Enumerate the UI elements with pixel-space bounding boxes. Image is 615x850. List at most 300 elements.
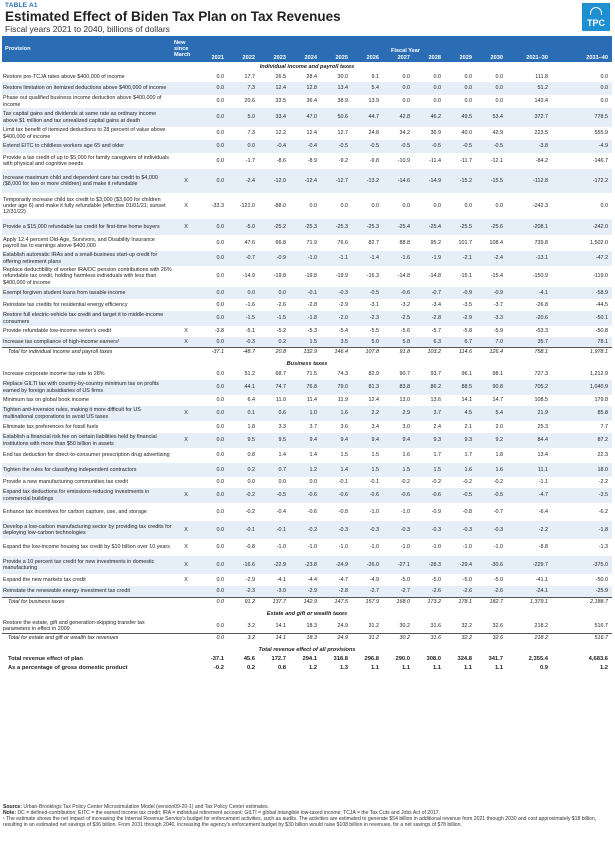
section-row bbox=[2, 62, 612, 72]
value-cell: -19.8 bbox=[273, 273, 286, 280]
value-cell: -15.5 bbox=[476, 169, 507, 193]
note-text: DC = defined-contribution; EITC = the earned income tax credit; IRA = individual retirement account; GILTI = global intangible low-taxed income; TCJA = the Tax Cuts and Jobs Act of 2017. bbox=[17, 810, 441, 817]
value-cell: 0.0 bbox=[216, 576, 224, 583]
value-cell: -1.0 bbox=[369, 544, 379, 551]
value-cell: 0.0 bbox=[383, 82, 414, 95]
value-cell: 2.2 bbox=[352, 406, 383, 421]
provision-label: Temporarily increase child tax credit to $3,000 ($3,600 for children under age 6) and make it fully refundable (effective 01/01/21; sunset 12/31/22) bbox=[3, 196, 166, 216]
value-cell: 21.9 bbox=[507, 406, 552, 421]
provision-label: Apply 12.4 percent Old-Age, Survivors, and Disability Insurance payroll tax to earnings above $400,000 bbox=[3, 236, 155, 249]
value-cell: -0.2 bbox=[214, 664, 224, 671]
value-cell: -0.5 bbox=[352, 140, 383, 153]
value-cell: -0.2 bbox=[400, 479, 410, 486]
value-cell: 30.2 bbox=[383, 633, 414, 642]
value-cell: -10.9 bbox=[397, 157, 410, 164]
value-cell: 1.0 bbox=[290, 406, 321, 421]
value-cell: 36.4 bbox=[306, 98, 317, 105]
value-cell: 0.0 bbox=[199, 337, 228, 347]
value-cell: -14.9 bbox=[242, 273, 255, 280]
value-cell: 0.8 bbox=[277, 664, 286, 671]
value-cell: -0.1 bbox=[369, 479, 379, 486]
value-cell: 2.1 bbox=[464, 423, 472, 430]
value-cell: -13.1 bbox=[507, 251, 552, 266]
value-cell: 1.1 bbox=[494, 664, 503, 671]
value-cell: -25.2 bbox=[259, 219, 290, 235]
value-cell: 1.7 bbox=[464, 452, 472, 459]
value-cell: -0.2 bbox=[493, 479, 503, 486]
new-flag: X bbox=[184, 202, 188, 209]
value-cell: 0.0 bbox=[199, 556, 228, 574]
value-cell: 372.7 bbox=[507, 108, 552, 127]
value-cell: 13.9 bbox=[368, 98, 379, 105]
section-row bbox=[2, 359, 612, 369]
new-flag: X bbox=[184, 544, 188, 551]
value-cell: 35.7 bbox=[507, 337, 552, 347]
value-cell: -8.9 bbox=[307, 157, 317, 164]
year-header: 2031–40 bbox=[552, 54, 612, 62]
new-flag: X bbox=[173, 169, 199, 193]
value-cell: -0.9 bbox=[259, 251, 290, 266]
value-cell: 157.9 bbox=[352, 597, 383, 606]
value-cell: -24.9 bbox=[321, 556, 352, 574]
value-cell: -25.6 bbox=[476, 219, 507, 235]
value-cell: -25.3 bbox=[290, 219, 321, 235]
value-cell: 0.0 bbox=[247, 479, 255, 486]
table-row bbox=[2, 503, 612, 521]
value-cell: -37.1 bbox=[210, 656, 224, 663]
value-cell: 705.2 bbox=[507, 380, 552, 395]
value-cell: 0.0 bbox=[433, 73, 441, 80]
value-cell: -0.8 bbox=[338, 508, 348, 515]
value-cell: 0.0 bbox=[309, 202, 317, 209]
value-cell: 1.5 bbox=[340, 452, 348, 459]
value-cell: -0.4 bbox=[276, 508, 286, 515]
new-flag: X bbox=[173, 406, 199, 421]
value-cell: 18.0 bbox=[552, 463, 612, 477]
value-cell: -5.0 bbox=[493, 576, 503, 583]
value-cell: 0.0 bbox=[600, 73, 609, 80]
value-cell: -2.9 bbox=[338, 301, 348, 308]
value-cell: -12.0 bbox=[259, 169, 290, 193]
value-cell: 0.0 bbox=[199, 633, 228, 642]
value-cell: -2.2 bbox=[598, 479, 609, 486]
value-cell: 44.1 bbox=[228, 380, 259, 395]
value-cell: -27.1 bbox=[383, 556, 414, 574]
value-cell: 7.3 bbox=[247, 130, 255, 137]
value-cell: 0.0 bbox=[495, 98, 503, 105]
note-label: Note: bbox=[3, 810, 17, 817]
value-cell: -2.7 bbox=[352, 586, 383, 597]
section-title: Total revenue effect of all provisions bbox=[258, 646, 356, 653]
value-cell: 0.0 bbox=[216, 397, 224, 404]
value-cell: 3.7 bbox=[414, 406, 445, 421]
value-cell: 81.3 bbox=[352, 380, 383, 395]
value-cell: -4.7 bbox=[507, 488, 552, 503]
value-cell: 42.8 bbox=[383, 108, 414, 127]
value-cell: 114.6 bbox=[445, 347, 476, 356]
value-cell: 24.8 bbox=[368, 130, 379, 137]
value-cell: -19.8 bbox=[304, 273, 317, 280]
value-cell: -112.8 bbox=[507, 169, 552, 193]
value-cell: -2.8 bbox=[414, 311, 445, 326]
value-cell: -121.0 bbox=[239, 202, 255, 209]
value-cell: 1.1 bbox=[370, 664, 379, 671]
value-cell: -30.6 bbox=[476, 556, 507, 574]
value-cell: 758.1 bbox=[507, 347, 552, 356]
value-cell: -242.0 bbox=[552, 219, 612, 235]
value-cell: 1.6 bbox=[476, 463, 507, 477]
new-flag bbox=[173, 477, 199, 488]
value-cell: -22.9 bbox=[259, 556, 290, 574]
value-cell: -88.0 bbox=[273, 202, 286, 209]
provision-label: Extend EITC to childless workers age 65 and older bbox=[2, 140, 173, 153]
value-cell: 1.6 bbox=[402, 452, 410, 459]
value-cell: 108.4 bbox=[489, 239, 503, 246]
value-cell: -5.0 bbox=[462, 576, 472, 583]
value-cell: -8.8 bbox=[538, 544, 548, 551]
value-cell: 108.5 bbox=[534, 397, 548, 404]
provision-label: Expand the low-income housing tax credit by $10 billion over 10 years bbox=[3, 544, 170, 551]
value-cell: -14.9 bbox=[414, 169, 445, 193]
value-cell: -4.9 bbox=[552, 140, 612, 153]
value-cell: 516.7 bbox=[552, 633, 612, 642]
value-cell: 0.0 bbox=[495, 73, 503, 80]
value-cell: -1.0 bbox=[400, 544, 410, 551]
new-flag: X bbox=[173, 556, 199, 574]
value-cell: 79.0 bbox=[321, 380, 352, 395]
value-cell: -2.9 bbox=[290, 586, 321, 597]
table-row bbox=[2, 488, 612, 503]
value-cell: -0.4 bbox=[259, 140, 290, 153]
value-cell: 0.0 bbox=[199, 521, 228, 539]
value-cell: 14.1 bbox=[259, 633, 290, 642]
value-cell: -5.8 bbox=[462, 328, 472, 335]
value-cell: 86.2 bbox=[414, 380, 445, 395]
value-cell: 1.1 bbox=[432, 664, 441, 671]
value-cell: -3.0 bbox=[259, 586, 290, 597]
value-cell: 87.2 bbox=[552, 433, 612, 448]
provision-header: Provision bbox=[2, 36, 173, 62]
value-cell: -15.2 bbox=[445, 169, 476, 193]
value-cell: -2.1 bbox=[445, 251, 476, 266]
value-cell: 179.8 bbox=[594, 397, 609, 404]
value-cell: 1.5 bbox=[290, 337, 321, 347]
value-cell: 0.0 bbox=[259, 287, 290, 299]
value-cell: 1,040.9 bbox=[552, 380, 612, 395]
table-row bbox=[2, 326, 612, 337]
value-cell: 12.8 bbox=[290, 82, 321, 95]
value-cell: 50.6 bbox=[321, 108, 352, 127]
value-cell: -2.9 bbox=[445, 311, 476, 326]
table-label: TABLE A1 bbox=[5, 2, 38, 9]
value-cell: -0.5 bbox=[414, 140, 445, 153]
value-cell: 0.0 bbox=[464, 73, 472, 80]
table-row bbox=[2, 337, 612, 347]
value-cell: -1.0 bbox=[493, 544, 503, 551]
value-cell: 0.0 bbox=[402, 73, 410, 80]
value-cell: 2.0 bbox=[495, 423, 503, 430]
value-cell: 12.4 bbox=[259, 82, 290, 95]
value-cell: 0.0 bbox=[199, 219, 228, 235]
value-cell: -1.6 bbox=[383, 251, 414, 266]
value-cell: 9.5 bbox=[228, 433, 259, 448]
value-cell: 5.0 bbox=[228, 108, 259, 127]
value-cell: 95.2 bbox=[430, 239, 441, 246]
value-cell: -14.8 bbox=[428, 273, 441, 280]
value-cell: 0.0 bbox=[476, 82, 507, 95]
value-cell: 218.2 bbox=[507, 633, 552, 642]
value-cell: 0.0 bbox=[464, 98, 472, 105]
table-row bbox=[2, 153, 612, 169]
value-cell: 223.5 bbox=[534, 130, 548, 137]
new-flag: X bbox=[173, 337, 199, 347]
value-cell: -0.6 bbox=[414, 488, 445, 503]
value-cell: 0.0 bbox=[216, 452, 224, 459]
provision-label: Enhance tax incentives for carbon capture, use, and storage bbox=[3, 508, 147, 515]
value-cell: 0.0 bbox=[199, 433, 228, 448]
value-cell: -5.0 bbox=[431, 576, 441, 583]
value-cell: -1.8 bbox=[552, 521, 612, 539]
value-cell: -33.3 bbox=[211, 202, 224, 209]
value-cell: 46.2 bbox=[414, 108, 445, 127]
value-cell: -1.0 bbox=[307, 544, 317, 551]
value-cell: -25.4 bbox=[414, 219, 445, 235]
value-cell: -0.5 bbox=[321, 140, 352, 153]
value-cell: -2.6 bbox=[476, 586, 507, 597]
value-cell: -1.9 bbox=[414, 251, 445, 266]
value-cell: -25.4 bbox=[383, 219, 414, 235]
value-cell: 5.8 bbox=[383, 337, 414, 347]
table-row bbox=[2, 586, 612, 597]
value-cell: -5.0 bbox=[228, 219, 259, 235]
value-cell: -11.7 bbox=[460, 157, 472, 164]
value-cell: 9.2 bbox=[476, 433, 507, 448]
value-cell: -23.8 bbox=[290, 556, 321, 574]
value-cell: -58.9 bbox=[552, 287, 612, 299]
value-cell: 85.8 bbox=[552, 406, 612, 421]
value-cell: -1.6 bbox=[245, 301, 255, 308]
table-row bbox=[2, 556, 612, 574]
provision-label: Phase out qualified business income deduction above $400,000 of income bbox=[3, 95, 162, 108]
value-cell: 9.4 bbox=[383, 433, 414, 448]
value-cell: 0.0 bbox=[216, 301, 224, 308]
value-cell: -0.3 bbox=[476, 521, 507, 539]
value-cell: -5.0 bbox=[400, 576, 410, 583]
value-cell: 20.6 bbox=[244, 98, 255, 105]
value-cell: 0.0 bbox=[199, 287, 228, 299]
value-cell: -2.6 bbox=[414, 586, 445, 597]
value-cell: 0.0 bbox=[199, 311, 228, 326]
value-cell: 1.8 bbox=[247, 423, 255, 430]
gdp-label: As a percentage of gross domestic product bbox=[8, 664, 128, 671]
new-flag bbox=[173, 619, 199, 633]
section-title: Individual income and payroll taxes bbox=[259, 63, 355, 70]
value-cell: 3.3 bbox=[278, 423, 286, 430]
provision-label: Restore pre-TCJA rates above $400,000 of income bbox=[3, 73, 125, 80]
value-cell: 71.5 bbox=[306, 371, 317, 378]
value-cell: 42.9 bbox=[492, 130, 503, 137]
value-cell: -0.7 bbox=[228, 251, 259, 266]
value-cell: -47.2 bbox=[552, 251, 612, 266]
provision-label: Reinstate the renewable energy investment tax credit bbox=[2, 586, 173, 597]
value-cell: -3.8 bbox=[507, 140, 552, 153]
value-cell: 47.6 bbox=[244, 239, 255, 246]
value-cell: 0.0 bbox=[199, 597, 228, 606]
header bbox=[5, 2, 545, 34]
value-cell: 1.2 bbox=[308, 664, 317, 671]
value-cell: -25.5 bbox=[445, 219, 476, 235]
total-row bbox=[2, 633, 612, 642]
table-row bbox=[2, 463, 612, 477]
value-cell: 1,212.9 bbox=[590, 371, 609, 378]
new-flag bbox=[173, 448, 199, 463]
new-flag bbox=[173, 153, 199, 169]
value-cell: 0.0 bbox=[199, 140, 228, 153]
value-cell: 5.4 bbox=[352, 82, 383, 95]
table-row bbox=[2, 127, 612, 140]
value-cell: 9.4 bbox=[321, 433, 352, 448]
value-cell: -150.9 bbox=[532, 273, 548, 280]
value-cell: 173.2 bbox=[414, 597, 445, 606]
value-cell: 0.0 bbox=[199, 169, 228, 193]
value-cell: 45.6 bbox=[243, 656, 255, 663]
value-cell: 2.9 bbox=[383, 406, 414, 421]
value-cell: 1.8 bbox=[495, 452, 503, 459]
value-cell: -0.5 bbox=[445, 488, 476, 503]
value-cell: 0.0 bbox=[552, 82, 612, 95]
value-cell: -0.2 bbox=[228, 488, 259, 503]
value-cell: -0.1 bbox=[228, 521, 259, 539]
value-cell: -12.4 bbox=[290, 169, 321, 193]
value-cell: 9.5 bbox=[259, 433, 290, 448]
value-cell: 0.0 bbox=[371, 202, 379, 209]
table-row bbox=[2, 235, 612, 251]
value-cell: 3.4 bbox=[371, 423, 379, 430]
value-cell: 1.2 bbox=[290, 463, 321, 477]
provision-label: Provide a 10 percent tax credit for new investments in domestic manufacturing bbox=[2, 556, 173, 574]
value-cell: 0.0 bbox=[228, 140, 259, 153]
value-cell: 11.4 bbox=[306, 397, 317, 404]
gdp-row bbox=[2, 664, 612, 672]
value-cell: 96.1 bbox=[461, 371, 472, 378]
value-cell: -0.2 bbox=[245, 508, 255, 515]
value-cell: -0.9 bbox=[476, 287, 507, 299]
value-cell: -2.5 bbox=[383, 311, 414, 326]
value-cell: -1.5 bbox=[228, 311, 259, 326]
value-cell: 31.6 bbox=[414, 633, 445, 642]
value-cell: 0.0 bbox=[199, 380, 228, 395]
value-cell: -0.6 bbox=[352, 488, 383, 503]
provision-label: Replace deductibility of worker IRA/DC pension contributions with 26% refundable tax credit, holding harmless individuals with less than $400,000 of income bbox=[3, 267, 172, 286]
value-cell: -0.9 bbox=[431, 508, 441, 515]
table-row bbox=[2, 448, 612, 463]
table-row bbox=[2, 287, 612, 299]
value-cell: -12.1 bbox=[490, 157, 503, 164]
value-cell: 4.5 bbox=[445, 406, 476, 421]
table-row bbox=[2, 539, 612, 556]
value-cell: 98.1 bbox=[492, 371, 503, 378]
value-cell: 727.3 bbox=[534, 371, 548, 378]
table-row bbox=[2, 140, 612, 153]
new-flag bbox=[173, 235, 199, 251]
value-cell: 68.7 bbox=[275, 371, 286, 378]
value-cell: 6.4 bbox=[247, 397, 255, 404]
value-cell: 0.1 bbox=[228, 406, 259, 421]
value-cell: 3.7 bbox=[309, 423, 317, 430]
value-cell: 3.2 bbox=[247, 622, 255, 629]
provision-label: Minimum tax on global book income bbox=[3, 397, 89, 404]
value-cell: -0.8 bbox=[245, 544, 255, 551]
value-cell: 31.6 bbox=[430, 622, 441, 629]
provision-label: Establish a financial risk fee on certain liabilities held by financial institutions with more than $50 billion in assets bbox=[2, 433, 173, 448]
fiscal-year-header: Fiscal Year bbox=[199, 36, 612, 54]
value-cell: -5.1 bbox=[245, 328, 255, 335]
value-cell: -242.3 bbox=[532, 202, 548, 209]
value-cell: 142.9 bbox=[290, 597, 321, 606]
value-cell: -3.5 bbox=[552, 488, 612, 503]
value-cell: -0.6 bbox=[321, 488, 352, 503]
value-cell: -14.6 bbox=[383, 169, 414, 193]
table-row bbox=[2, 369, 612, 380]
value-cell: 14.1 bbox=[275, 622, 286, 629]
value-cell: 11.1 bbox=[507, 463, 552, 477]
value-cell: 0.0 bbox=[216, 73, 224, 80]
total-label: Total for business taxes bbox=[2, 597, 199, 606]
value-cell: 14.1 bbox=[461, 397, 472, 404]
value-cell: -3.2 bbox=[400, 301, 410, 308]
table-row bbox=[2, 406, 612, 421]
value-cell: -1.4 bbox=[352, 251, 383, 266]
value-cell: 137.7 bbox=[259, 597, 290, 606]
value-cell: 83.8 bbox=[383, 380, 414, 395]
value-cell: -4.1 bbox=[276, 576, 286, 583]
value-cell: 9.3 bbox=[414, 433, 445, 448]
value-cell: -53.3 bbox=[535, 328, 548, 335]
value-cell: 66.8 bbox=[275, 239, 286, 246]
value-cell: 26.5 bbox=[275, 73, 286, 80]
value-cell: 14.7 bbox=[492, 397, 503, 404]
value-cell: -1.0 bbox=[400, 508, 410, 515]
table-row bbox=[2, 169, 612, 193]
value-cell: 0.0 bbox=[600, 202, 609, 209]
value-cell: -2.4 bbox=[476, 251, 507, 266]
value-cell: -0.1 bbox=[259, 521, 290, 539]
value-cell: 555.9 bbox=[594, 130, 609, 137]
value-cell: 778.5 bbox=[552, 108, 612, 127]
value-cell: -5.5 bbox=[369, 328, 379, 335]
new-flag bbox=[173, 72, 199, 82]
value-cell: 1,502.0 bbox=[590, 239, 609, 246]
year-header: 2024 bbox=[290, 54, 321, 62]
value-cell: 13.0 bbox=[399, 397, 410, 404]
value-cell: 9.3 bbox=[445, 433, 476, 448]
value-cell: 341.7 bbox=[488, 656, 503, 663]
value-cell: -3.4 bbox=[431, 301, 441, 308]
value-cell: -2.3 bbox=[352, 311, 383, 326]
value-cell: 3.2 bbox=[228, 633, 259, 642]
value-cell: -1.0 bbox=[290, 251, 321, 266]
value-cell: 31.2 bbox=[368, 622, 379, 629]
value-cell: 24.9 bbox=[321, 633, 352, 642]
value-cell: -9.2 bbox=[338, 157, 348, 164]
total-label: Total for individual income and payroll taxes bbox=[2, 347, 199, 356]
value-cell: -2.9 bbox=[245, 576, 255, 583]
value-cell: 53.4 bbox=[476, 108, 507, 127]
section-row bbox=[2, 609, 612, 619]
value-cell: 0.0 bbox=[216, 239, 224, 246]
value-cell: -20.6 bbox=[507, 311, 552, 326]
value-cell: 40.0 bbox=[461, 130, 472, 137]
